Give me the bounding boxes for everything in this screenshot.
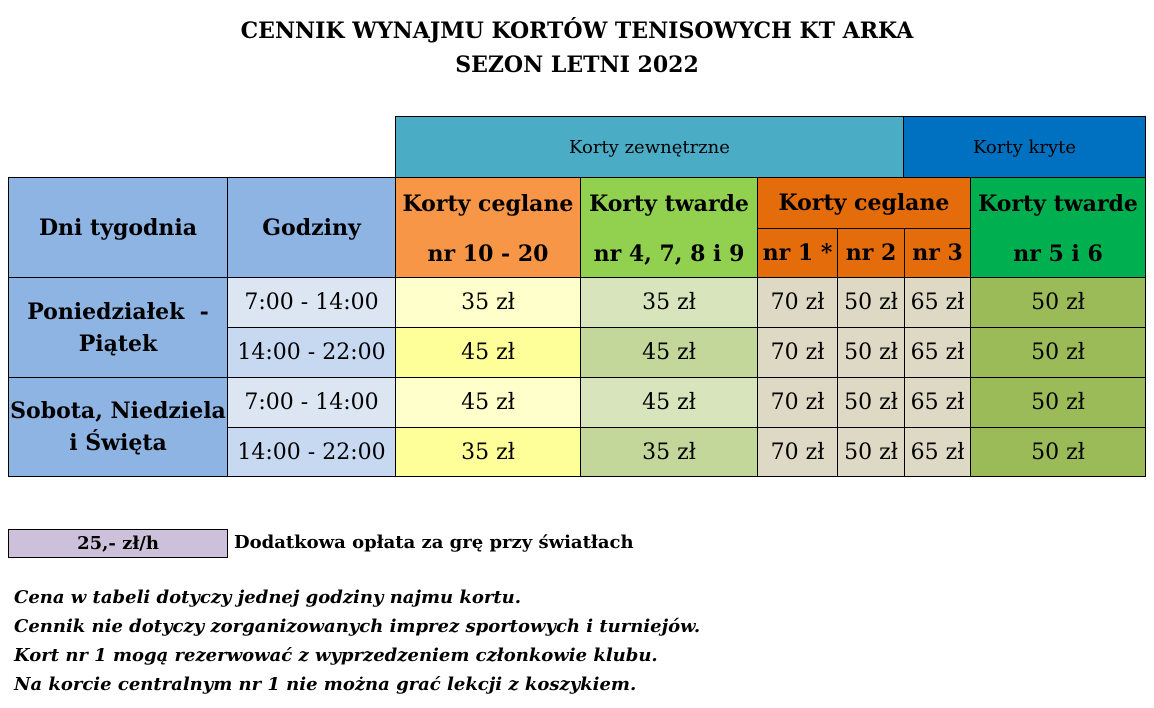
header-clay-indoor: Korty ceglane xyxy=(757,177,971,229)
price-cell: 50 zł xyxy=(837,377,905,428)
header-court-1: nr 1 * xyxy=(757,228,838,278)
price-cell: 70 zł xyxy=(757,427,838,477)
price-cell: 45 zł xyxy=(580,327,758,378)
lights-fee-label: Dodatkowa opłata za grę przy światłach xyxy=(234,532,634,553)
price-cell: 35 zł xyxy=(395,427,581,477)
hours-cell: 14:00 - 22:00 xyxy=(227,327,396,378)
day-group-weekend: Sobota, Niedziela i Święta xyxy=(8,377,228,477)
price-cell: 45 zł xyxy=(395,377,581,428)
group-header-indoor-label: Korty kryte xyxy=(972,136,1077,158)
price-cell: 50 zł xyxy=(837,277,905,328)
price-cell: 50 zł xyxy=(837,327,905,378)
price-cell: 50 zł xyxy=(837,427,905,477)
header-hours: Godziny xyxy=(227,177,396,278)
header-court-3: nr 3 xyxy=(904,228,971,278)
header-court-2: nr 2 xyxy=(837,228,905,278)
price-cell: 50 zł xyxy=(970,277,1146,328)
price-cell: 50 zł xyxy=(970,377,1146,428)
header-days: Dni tygodnia xyxy=(8,177,228,278)
price-cell: 65 zł xyxy=(904,327,971,378)
price-cell: 50 zł xyxy=(970,327,1146,378)
header-clay-outdoor: Korty ceglane nr 10 - 20 xyxy=(395,177,581,278)
note: Kort nr 1 mogą rezerwować z wyprzedzeniem członkowie klubu. xyxy=(14,645,658,666)
lights-fee-price: 25,- zł/h xyxy=(8,529,228,558)
group-header-outdoor-label: Korty zewnętrzne xyxy=(569,136,730,158)
price-cell: 45 zł xyxy=(395,327,581,378)
price-cell: 65 zł xyxy=(904,277,971,328)
price-cell: 50 zł xyxy=(970,427,1146,477)
price-cell: 35 zł xyxy=(580,427,758,477)
hours-cell: 7:00 - 14:00 xyxy=(227,277,396,328)
note: Cena w tabeli dotyczy jednej godziny najmu kortu. xyxy=(14,587,521,608)
hours-cell: 7:00 - 14:00 xyxy=(227,377,396,428)
price-cell: 65 zł xyxy=(904,377,971,428)
price-cell: 70 zł xyxy=(757,277,838,328)
price-cell: 65 zł xyxy=(904,427,971,477)
price-cell: 45 zł xyxy=(580,377,758,428)
note: Na korcie centralnym nr 1 nie można grać lekcji z koszykiem. xyxy=(14,674,637,695)
price-cell: 70 zł xyxy=(757,377,838,428)
price-cell: 35 zł xyxy=(395,277,581,328)
hours-cell: 14:00 - 22:00 xyxy=(227,427,396,477)
page-subtitle: SEZON LETNI 2022 xyxy=(455,52,699,78)
price-cell: 35 zł xyxy=(580,277,758,328)
header-hard-indoor: Korty twarde nr 5 i 6 xyxy=(970,177,1146,278)
day-group-weekdays: Poniedziałek - Piątek xyxy=(8,277,228,378)
group-header-outdoor xyxy=(395,116,904,178)
note: Cennik nie dotyczy zorganizowanych imprez sportowych i turniejów. xyxy=(14,616,701,637)
group-header-indoor xyxy=(903,116,1146,178)
price-cell: 70 zł xyxy=(757,327,838,378)
page-title: CENNIK WYNAJMU KORTÓW TENISOWYCH KT ARKA xyxy=(240,18,914,44)
header-hard-outdoor: Korty twarde nr 4, 7, 8 i 9 xyxy=(580,177,758,278)
